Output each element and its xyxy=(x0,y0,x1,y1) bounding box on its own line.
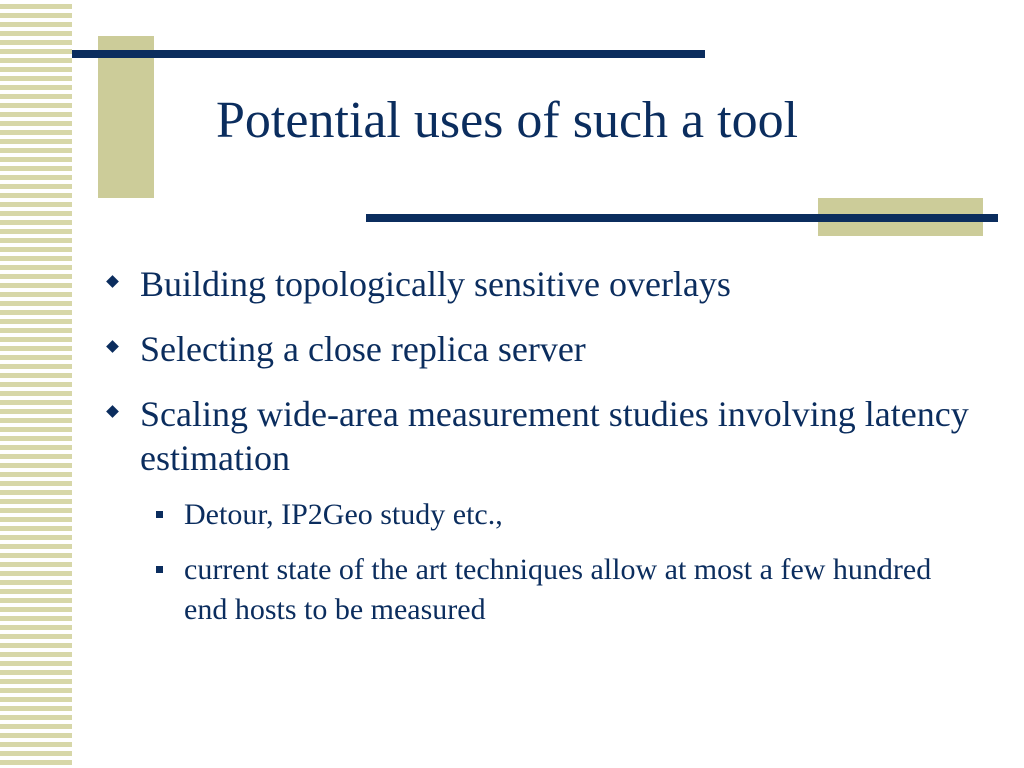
bullet-text: Scaling wide-area measurement studies involving latency estimation xyxy=(140,394,969,478)
slide-title: Potential uses of such a tool xyxy=(216,92,799,149)
sub-bullet-item xyxy=(154,495,974,535)
square-bullet-icon xyxy=(156,511,163,518)
bullet-text: Building topologically sensitive overlays xyxy=(140,264,731,304)
sub-bullet-item xyxy=(154,550,974,630)
bullet-list xyxy=(106,262,986,651)
decorative-top-rule xyxy=(72,50,705,58)
decorative-stripe-band xyxy=(0,0,72,768)
sub-bullet-text: current state of the art techniques allow at most a few hundred end hosts to be measured xyxy=(184,553,932,626)
decorative-accent-block-left xyxy=(98,36,154,198)
diamond-bullet-icon xyxy=(106,340,119,353)
bullet-item xyxy=(106,327,986,371)
diamond-bullet-icon xyxy=(106,405,119,418)
sub-bullet-text: Detour, IP2Geo study etc., xyxy=(184,498,503,531)
bullet-text: Selecting a close replica server xyxy=(140,329,586,369)
sub-bullet-group xyxy=(106,498,986,636)
bullet-item xyxy=(106,392,986,480)
square-bullet-icon xyxy=(156,566,163,573)
bullet-item xyxy=(106,262,986,306)
sub-bullet-list xyxy=(154,495,974,630)
decorative-bottom-rule xyxy=(366,214,998,222)
diamond-bullet-icon xyxy=(106,275,119,288)
